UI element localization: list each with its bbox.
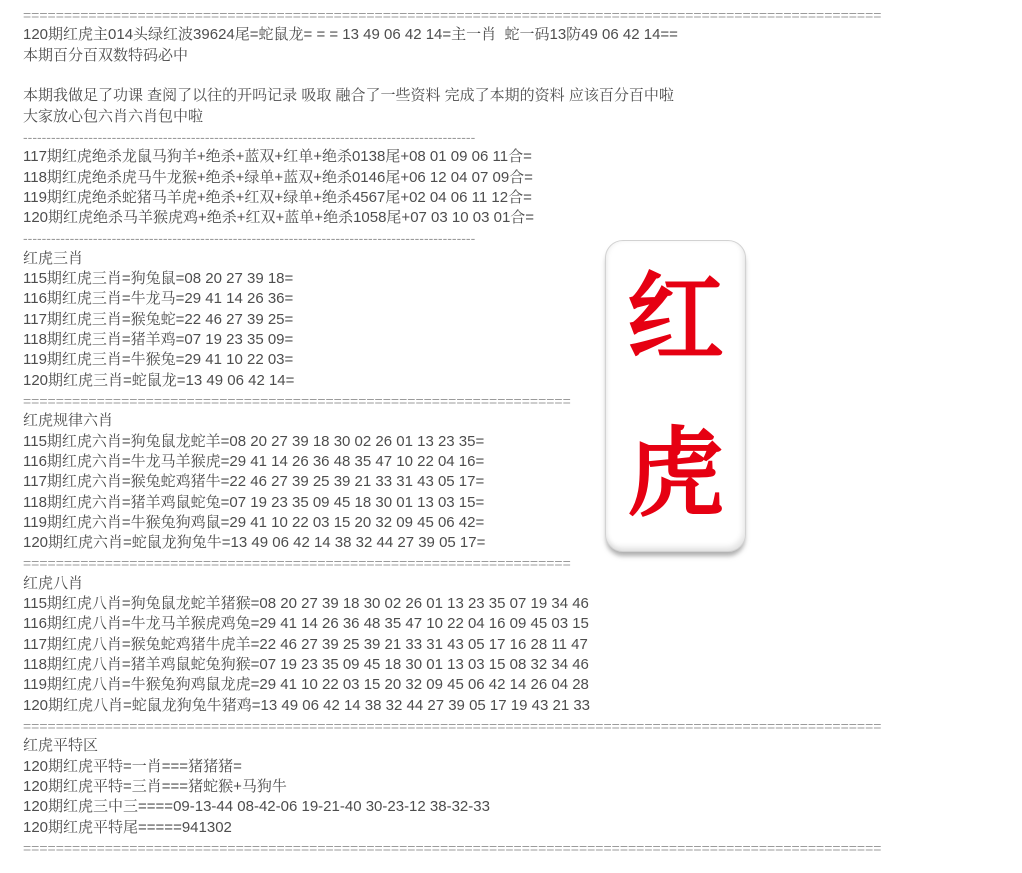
text-line: 119期红虎八肖=牛猴兔狗鸡鼠龙虎=29 41 10 22 03 15 20 32 09 45 06 42 14 26 04 28	[23, 676, 589, 694]
section-heading: 红虎三肖	[23, 249, 84, 267]
text-line: 本期百分百双数特码必中	[23, 46, 189, 64]
divider-line: =========================================================================================================	[23, 839, 882, 856]
divider-line: -------------------------------------------------------------------------------------------------	[23, 128, 476, 145]
badge-char-hu: 虎	[627, 419, 724, 528]
text-line: 118期红虎三肖=猪羊鸡=07 19 23 35 09=	[23, 331, 294, 348]
text-line: 大家放心包六肖六肖包中啦	[23, 107, 204, 125]
text-flow	[23, 5, 1022, 858]
text-line: 120期红虎绝杀马羊猴虎鸡+绝杀+红双+蓝单+绝杀1058尾+07 03 10 03 01合=	[23, 209, 535, 227]
red-tiger-badge	[605, 240, 746, 552]
text-line: 118期红虎六肖=猪羊鸡鼠蛇兔=07 19 23 35 09 45 18 30 01 13 03 15=	[23, 493, 485, 511]
text-line: 119期红虎六肖=牛猴兔狗鸡鼠=29 41 10 22 03 15 20 32 09 45 06 42=	[23, 513, 485, 531]
section-heading: 红虎平特区	[23, 737, 99, 755]
text-line: 117期红虎八肖=猴兔蛇鸡猪牛虎羊=22 46 27 39 25 39 21 33 31 43 05 17 16 28 11 47	[23, 635, 588, 653]
text-line: 120期红虎三肖=蛇鼠龙=13 49 06 42 14=	[23, 371, 295, 389]
section-heading: 红虎八肖	[23, 574, 84, 592]
text-line: 115期红虎六肖=狗兔鼠龙蛇羊=08 20 27 39 18 30 02 26 01 13 23 35=	[23, 432, 485, 450]
text-line: 116期红虎六肖=牛龙马羊猴虎=29 41 14 26 36 48 35 47 10 22 04 16=	[23, 452, 485, 470]
blank-line	[23, 66, 1022, 86]
text-line: 本期我做足了功课 查阅了以往的开吗记录 吸取 融合了一些资料 完成了本期的资料 应该百分百中啦	[23, 87, 674, 105]
text-line: 120期红虎主014头绿红波39624尾=蛇鼠龙= = = 13 49 06 42 14=主一肖 蛇一码13防49 06 42 14==	[23, 26, 678, 44]
text-line: 120期红虎三中三====09-13-44 08-42-06 19-21-40 30-23-12 38-32-33	[23, 798, 490, 816]
divider-line: ===================================================================	[23, 555, 571, 572]
divider-line: ===================================================================	[23, 392, 571, 409]
divider-line: =========================================================================================================	[23, 7, 882, 23]
text-line: 118期红虎八肖=猪羊鸡鼠蛇兔狗猴=07 19 23 35 09 45 18 30 01 13 03 15 08 32 34 46	[23, 656, 589, 673]
text-line: 120期红虎平特=三肖===猪蛇猴+马狗牛	[23, 777, 287, 795]
text-line: 120期红虎八肖=蛇鼠龙狗兔牛猪鸡=13 49 06 42 14 38 32 44 27 39 05 17 19 43 21 33	[23, 696, 591, 714]
divider-line: =========================================================================================================	[23, 717, 882, 734]
text-line: 119期红虎三肖=牛猴兔=29 41 10 22 03=	[23, 351, 294, 369]
badge-char-hong: 红	[627, 264, 724, 373]
divider-line: -------------------------------------------------------------------------------------------------	[23, 230, 476, 247]
text-line: 115期红虎三肖=狗兔鼠=08 20 27 39 18=	[23, 270, 294, 288]
text-line: 120期红虎六肖=蛇鼠龙狗兔牛=13 49 06 42 14 38 32 44 27 39 05 17=	[23, 534, 486, 552]
text-line: 116期红虎八肖=牛龙马羊猴虎鸡兔=29 41 14 26 36 48 35 47 10 22 04 16 09 45 03 15	[23, 615, 589, 633]
text-line: 120期红虎平特=一肖===猪猪猪=	[23, 757, 242, 775]
text-line: 118期红虎绝杀虎马牛龙猴+绝杀+绿单+蓝双+绝杀0146尾+06 12 04 07 09合=	[23, 168, 533, 186]
section-heading: 红虎规律六肖	[23, 412, 114, 430]
text-line: 116期红虎三肖=牛龙马=29 41 14 26 36=	[23, 290, 294, 308]
text-line: 117期红虎六肖=猴兔蛇鸡猪牛=22 46 27 39 25 39 21 33 31 43 05 17=	[23, 473, 485, 491]
text-line: 117期红虎绝杀龙鼠马狗羊+绝杀+蓝双+红单+绝杀0138尾+08 01 09 06 11合=	[23, 148, 532, 166]
text-line: 119期红虎绝杀蛇猪马羊虎+绝杀+红双+绿单+绝杀4567尾+02 04 06 11 12合=	[23, 188, 532, 206]
text-line: 115期红虎八肖=狗兔鼠龙蛇羊猪猴=08 20 27 39 18 30 02 26 01 13 23 35 07 19 34 46	[23, 595, 589, 613]
text-line: 120期红虎平特尾=====941302	[23, 818, 232, 836]
text-line: 117期红虎三肖=猴兔蛇=22 46 27 39 25=	[23, 310, 294, 328]
